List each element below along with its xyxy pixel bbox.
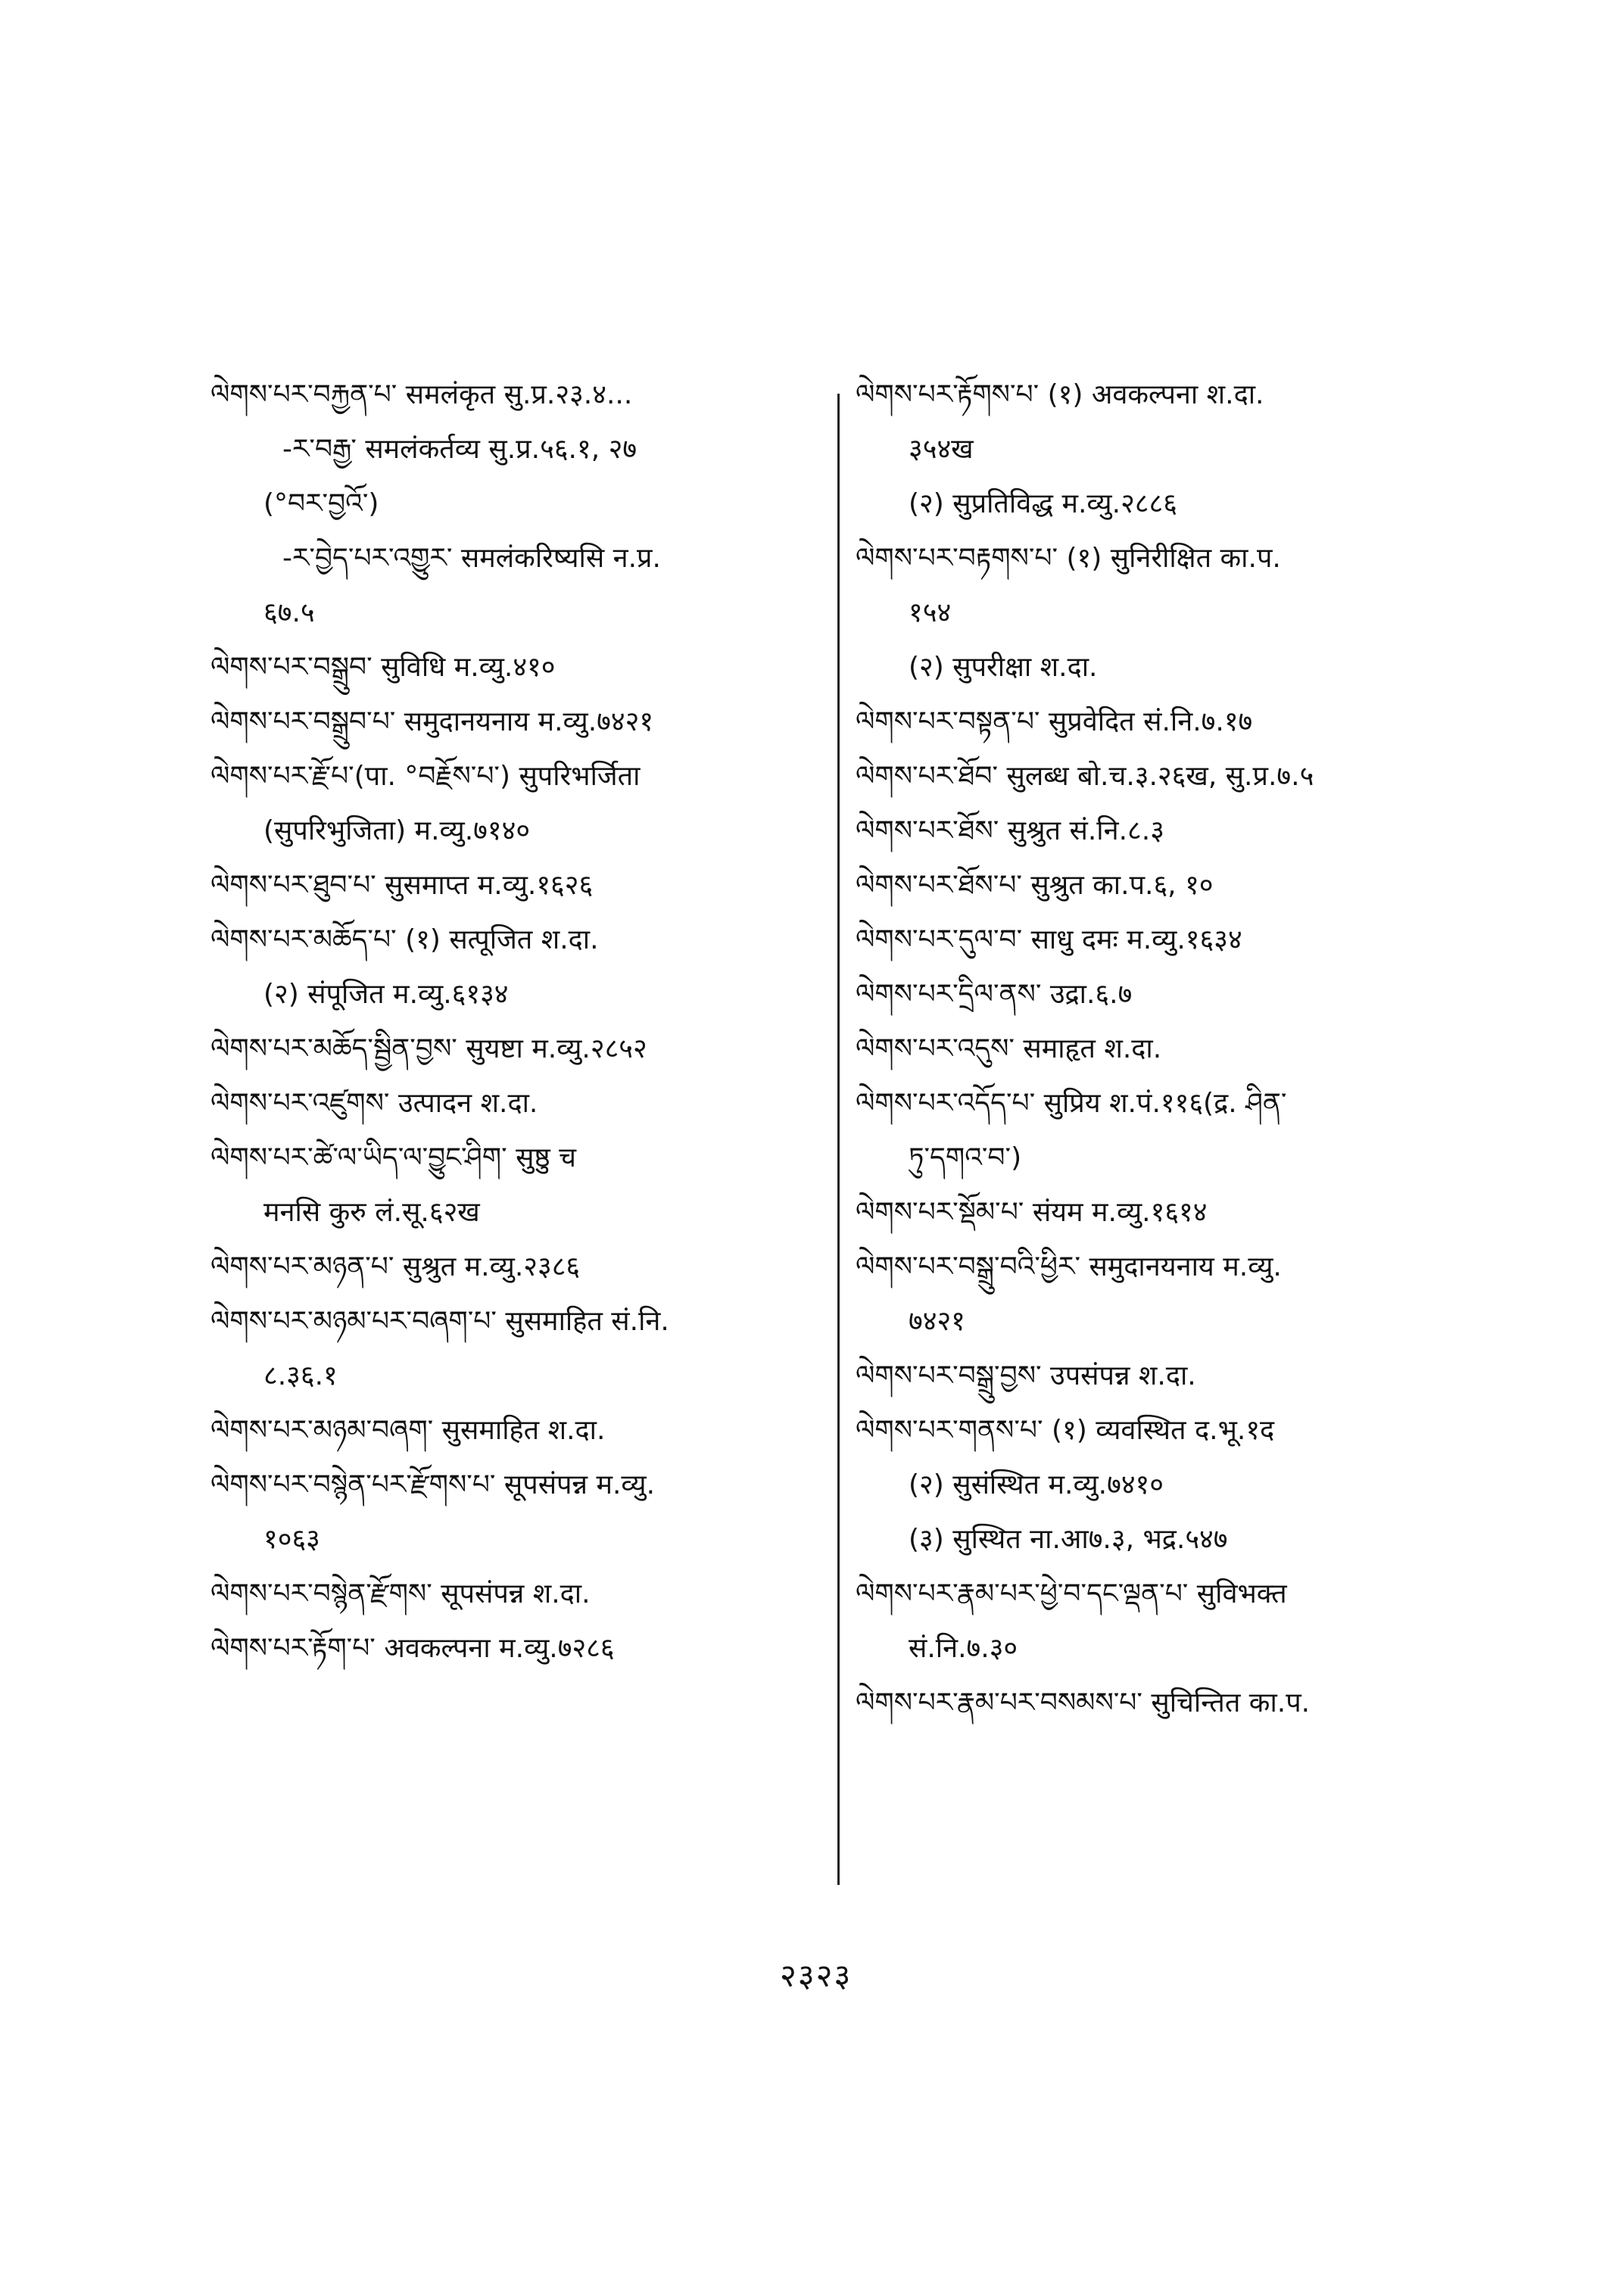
dictionary-entry-line: ལེགས་པར་མཉམ་བཞག་ सुसमाहित श.दा. — [210, 1415, 606, 1446]
dictionary-entry-line: (२) संपूजित म.व्यु.६१३४ — [263, 979, 509, 1010]
dictionary-entry-line: -ར་བརྒྱ་ समलंकर्तव्य सु.प्र.५६.१, २७ — [282, 434, 637, 465]
right-column — [856, 379, 1476, 1741]
dictionary-entry-line: ལེགས་པར་བསྙེན་རྫོགས་ सूपसंपन्न श.दा. — [210, 1578, 591, 1609]
dictionary-entry-line: ལེགས་པར་རྣམ་པར་བསམས་པ་ सुचिन्तित का.प. — [856, 1687, 1311, 1718]
dictionary-entry-line: १५४ — [909, 597, 952, 628]
dictionary-entry-line: ལེགས་པར་འདུས་ समाहृत श.दा. — [856, 1033, 1162, 1064]
dictionary-entry-line: ལེགས་པར་རྗོ་པ་(पा. °བརྗོས་པ་) सुपरिभर्जिता — [210, 761, 641, 792]
dictionary-entry-line: (२) सुसंस्थित म.व्यु.७४१० — [909, 1469, 1164, 1500]
left-column — [210, 379, 831, 1687]
dictionary-entry-line: (२) सुपरीक्षा श.दा. — [909, 652, 1098, 683]
dictionary-entry-line: ལེགས་པར་ཐོས་པ་ सुश्रुत का.प.६, १० — [856, 870, 1214, 901]
dictionary-entry-line: ཏུ་དགའ་བ་) — [909, 1142, 1022, 1173]
dictionary-entry-line: ལེགས་པར་མཉན་པ་ सुश्रुत म.व्यु.२३८६ — [210, 1251, 581, 1282]
dictionary-entry-line: ལེགས་པར་བསྒྲུབ་པ་ समुदानयनाय म.व्यु.७४२१ — [210, 706, 654, 737]
dictionary-entry-line: ལེགས་པར་རྟོག་པ་ अवकल्पना म.व्यु.७२८६ — [210, 1633, 615, 1664]
dictionary-entry-line: ལེགས་པར་བསྒྲུབ་ सुविधि म.व्यु.४१० — [210, 652, 556, 683]
dictionary-entry-line: (°བར་བྱའོ་) — [263, 488, 379, 519]
dictionary-entry-line: ལེགས་པར་བསྙེན་པར་རྫོགས་པ་ सूपसंपन्न म.व्यु. — [210, 1469, 656, 1500]
dictionary-entry-line: ལེགས་པར་བརྟགས་པ་ (१) सुनिरीक्षित का.प. — [856, 543, 1281, 574]
dictionary-entry-line: (सुपरिभुजिता) म.व्यु.७१४० — [263, 815, 531, 846]
dictionary-entry-line: ७४२१ — [909, 1306, 965, 1337]
dictionary-entry-line: ३५४ख — [909, 434, 974, 465]
dictionary-entry-line: ལེགས་པར་གནས་པ་ (१) व्यवस्थित द.भू.१द — [856, 1415, 1275, 1446]
dictionary-entry-line: ལེགས་པར་རྟོགས་པ་ (१) अवकल्पना श.दा. — [856, 379, 1264, 410]
dictionary-entry-line: -ར་བྱེད་པར་འགྱུར་ समलंकरिष्यसि न.प्र. — [282, 543, 661, 574]
dictionary-entry-line: ८.३६.१ — [263, 1360, 338, 1391]
dictionary-entry-line: ལེགས་པར་བསྟན་པ་ सुप्रवेदित सं.नि.७.१७ — [856, 706, 1253, 737]
dictionary-entry-line: ལེགས་པར་མཆོད་སྦྱིན་བྱས་ सुयष्टा म.व्यु.२८५२ — [210, 1033, 647, 1064]
dictionary-entry-line: ६७.५ — [263, 597, 315, 628]
dictionary-entry-line: ལེགས་པར་འདོད་པ་ सुप्रिय श.पं.११६(द्र. ཤིན་ — [856, 1088, 1287, 1119]
dictionary-entry-line: मनसि कुरु लं.सू.६२ख — [263, 1197, 480, 1228]
dictionary-entry-line: ལེགས་པར་དུལ་བ་ साधु दमः म.व्यु.१६३४ — [856, 924, 1242, 955]
dictionary-entry-line: (३) सुस्थित ना.आ७.३, भद्र.५४७ — [909, 1524, 1228, 1555]
column-divider — [837, 394, 840, 1885]
dictionary-entry-line: ལེགས་པར་རྣམ་པར་ཕྱེ་བ་དང་ལྡན་པ་ सुविभक्त — [856, 1578, 1287, 1609]
dictionary-entry-line: ལེགས་པར་མཆོད་པ་ (१) सत्पूजित श.दा. — [210, 924, 599, 955]
dictionary-entry-line: ལེགས་པར་མཉམ་པར་བཞག་པ་ सुसमाहित सं.नि. — [210, 1306, 669, 1337]
page-number: २३२३ — [780, 1957, 853, 1994]
dictionary-entry-line: ལེགས་པར་སྡོམ་པ་ संयम म.व्यु.१६१४ — [856, 1197, 1208, 1228]
dictionary-entry-line: ལེགས་པར་ཚེ་ལ་ཡིད་ལ་བྱུང་ཤིག་ सुष्ठु च — [210, 1142, 577, 1173]
dictionary-entry-line: सं.नि.७.३० — [909, 1633, 1018, 1664]
dictionary-entry-line: (२) सुप्रतिविद्ध म.व्यु.२८८६ — [909, 488, 1177, 519]
dictionary-entry-line: १०६३ — [263, 1524, 320, 1555]
dictionary-entry-line: ལེགས་པར་དྲིལ་ནས་ उद्रा.६.७ — [856, 979, 1133, 1010]
dictionary-entry-line: ལེགས་པར་ཐོས་ सुश्रुत सं.नि.८.३ — [856, 815, 1164, 846]
dictionary-entry-line: ལེགས་པར་བསྒྲུ་བྱས་ उपसंपन्न श.दा. — [856, 1360, 1196, 1391]
dictionary-entry-line: ལེགས་པར་འཛུགས་ उत्पादन श.दा. — [210, 1088, 538, 1119]
dictionary-entry-line: ལེགས་པར་བརྐྱན་པ་ समलंकृत सु.प्र.२३.४... — [210, 379, 633, 410]
dictionary-entry-line: ལེགས་པར་ཐུབ་པ་ सुसमाप्त म.व्यु.१६२६ — [210, 870, 594, 901]
dictionary-entry-line: ལེགས་པར་ཐོབ་ सुलब्ध बो.च.३.२६ख, सु.प्र.७.५ — [856, 761, 1314, 792]
dictionary-entry-line: ལེགས་པར་བསྒྲུ་བའི་ཕྱིར་ समुदानयनाय म.व्यु. — [856, 1251, 1282, 1282]
